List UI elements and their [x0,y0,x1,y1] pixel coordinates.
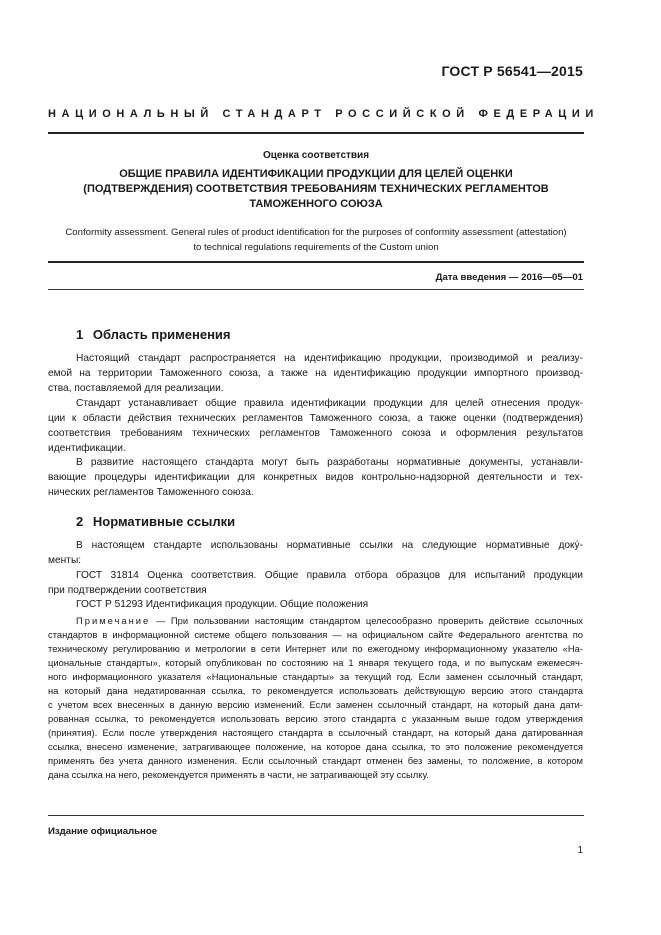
english-title-line: to technical regulations requirements of the Custom union [193,242,439,253]
text-line: ции к области действия технических регламентов Таможенного союза, а также оценки (подтверждения) [48,413,583,424]
gost-number: ГОСТ Р 56541—2015 [441,63,583,79]
note-line: применять без учета данного изменения. Если ссылочный стандарт отменен без замены, то положение, в котором [48,755,583,766]
document-title [48,167,584,212]
note-block [48,614,583,782]
page-number: 1 [577,845,583,856]
section-title: Область применения [92,327,231,342]
text-line: Стандарт устанавливает общие правила идентификации продукции для целей отнесения продук- [76,398,583,409]
section-1-paragraph-2 [48,396,583,456]
text-line: при подтверждении соответствия [48,585,207,596]
text-line: ГОСТ 31814 Оценка соответствия. Общие правила отбора образцов для испытаний продукции [76,570,583,581]
banner-rule [48,132,584,134]
section-1-paragraph-1 [48,351,583,396]
note-text: — При пользовании настоящим стандартом целесообразно проверить действие ссылочных [150,615,583,626]
normative-reference-gost-r-51293 [48,597,583,612]
note-line: ссылка, внесено изменение, затрагивающее положение, на которое дана ссылка, то это положение рекомендуется [48,741,583,752]
text-line: В настоящем стандарте использованы нормативные ссылки на следующие нормативные докý- [76,540,583,551]
section-1-heading [76,327,231,342]
title-rule [48,261,584,263]
text-line: соответствия требованиям технических регламентов Таможенного союза и оформления результатов [48,428,583,439]
note-line: на который дана недатированная ссылка, то рекомендуется использовать действующую версию этого стандарта [48,685,583,696]
section-number: 2 [76,514,84,529]
normative-reference-gost-31814 [48,568,583,598]
note-line [48,614,583,628]
note-line: дана ссылка на него, рекомендуется применять в части, не затрагивающей эту ссылку. [48,769,429,780]
text-line: менты: [48,555,82,566]
note-line: (принятия). Если после утверждения настоящего стандарта в ссылочный стандарт, на который дана датированная [48,727,583,738]
edition-label: Издание официальное [48,826,158,837]
note-line: ного информационного указателя «Национальные стандарты» за текущий год. Если заменен ссылочный стандарт, [48,671,583,682]
note-line: циональные стандарты», который опубликован по состоянию на 1 января текущего года, и по выпускам ежемесяч- [48,657,583,668]
text-line: ГОСТ Р 51293 Идентификация продукции. Общие положения [76,599,369,610]
title-line: (ПОДТВЕРЖДЕНИЯ) СООТВЕТСТВИЯ ТРЕБОВАНИЯМ ТЕХНИЧЕСКИХ РЕГЛАМЕНТОВ [83,183,549,195]
text-line: Настоящий стандарт распространяется на идентификацию продукции, производимой и реализу- [76,353,583,364]
text-line: вающие процедуры идентификации для конкретных видов контрольно-надзорной деятельности и тех- [48,472,583,483]
note-line: стандартов в информационной системе общего пользования — на официальном сайте Федерального агентства по [48,629,583,640]
date-rule [48,289,584,290]
english-title [48,225,584,255]
section-number: 1 [76,327,84,342]
section-1-paragraph-3 [48,455,583,500]
footer-rule [48,815,584,816]
document-subject: Оценка соответствия [262,150,370,161]
text-line: ства, поставляемой для реализации. [48,383,224,394]
note-label: Примечание [76,615,151,626]
note-line: с учетом всех внесенных в данную версию изменений. Если заменен ссылочный стандарт, на который дана дати- [48,699,583,710]
section-title: Нормативные ссылки [92,514,236,529]
note-line: рованная ссылка, то рекомендуется использовать версию этого стандарта с указанным выше годом утверждения [48,713,583,724]
text-line: идентификации. [48,443,126,454]
note-line: техническому регулированию и метрологии в сети Интернет или по ежегодному информационному указателю «На- [48,643,583,654]
standard-banner: НАЦИОНАЛЬНЫЙ СТАНДАРТ РОССИЙСКОЙ ФЕДЕРАЦИИ [48,108,599,120]
section-2-paragraph-1 [48,538,583,568]
english-title-line: Conformity assessment. General rules of product identification for the purposes of conformity assessment (attestation) [65,227,567,238]
intro-date: Дата введения — 2016—05—01 [435,272,583,283]
title-line: ОБЩИЕ ПРАВИЛА ИДЕНТИФИКАЦИИ ПРОДУКЦИИ ДЛЯ ЦЕЛЕЙ ОЦЕНКИ [119,168,513,180]
text-line: емой на территории Таможенного союза, а также на идентификацию продукции импортного производ- [48,368,583,379]
title-line: ТАМОЖЕННОГО СОЮЗА [249,198,383,210]
section-2-heading [76,514,235,529]
text-line: В развитие настоящего стандарта могут быть разработаны нормативные документы, устанавли- [76,457,583,468]
text-line: нических регламентов Таможенного союза. [48,487,254,498]
